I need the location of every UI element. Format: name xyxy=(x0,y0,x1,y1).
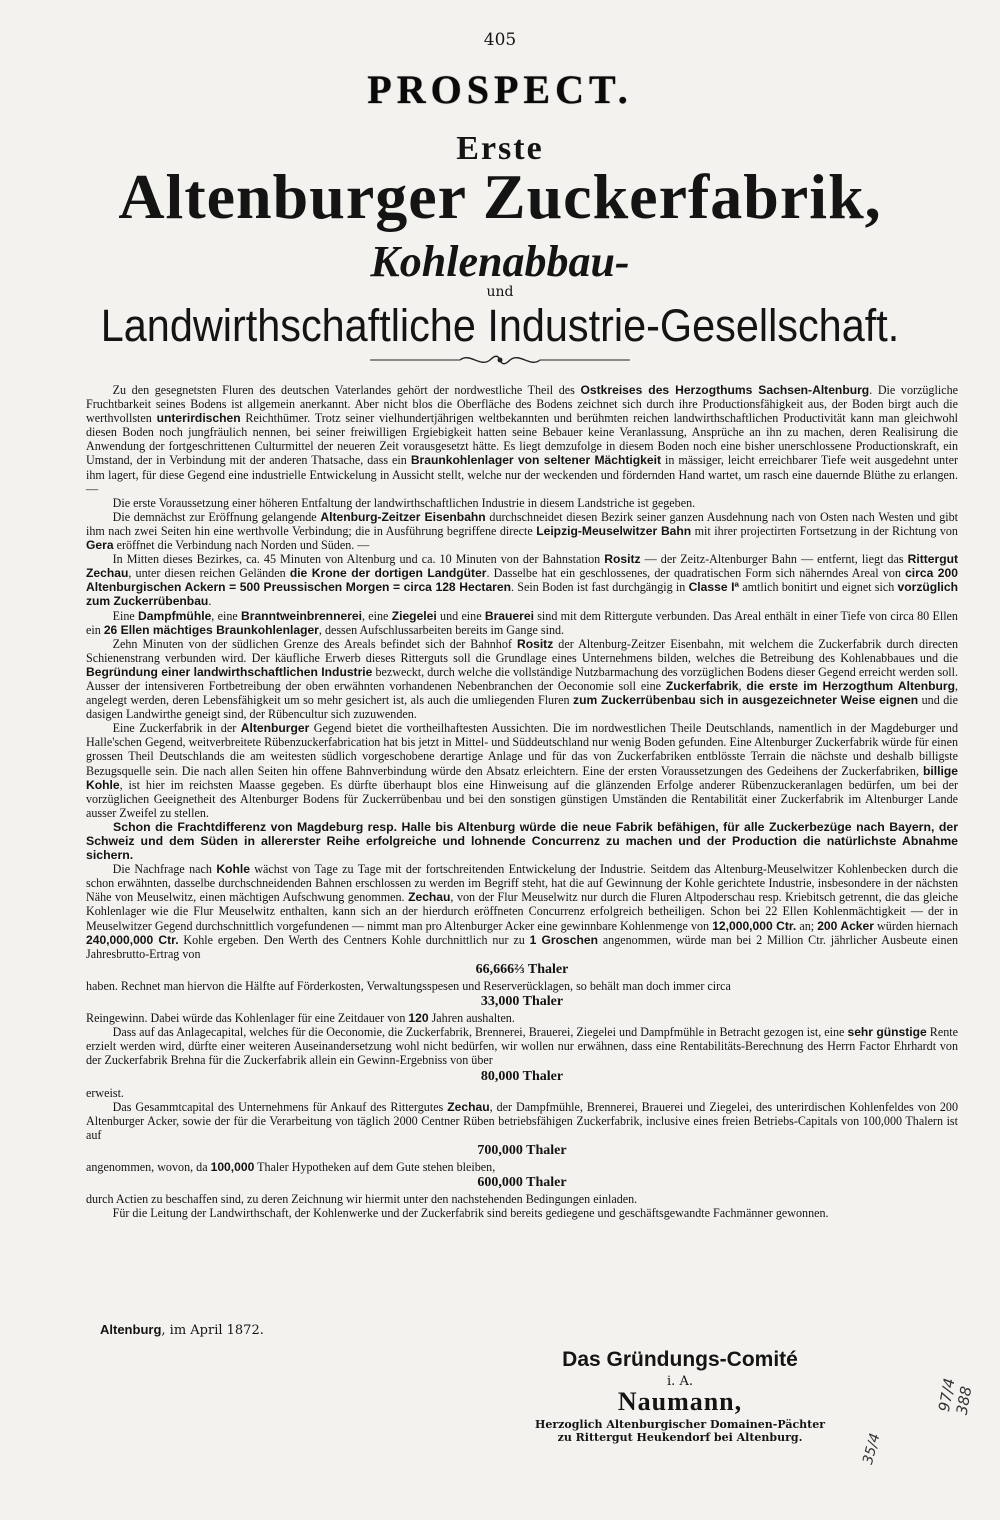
signatory-location: zu Rittergut Heukendorf bei Altenburg. xyxy=(557,1431,803,1444)
company-subtitle: Kohlenabbau- xyxy=(370,237,630,286)
paragraph: Dass auf das Anlagecapital, welches für die Oeconomie, die Zuckerfabrik, Brennerei, Brauerei, Ziegelei und Dampfmühle in Betracht gezogen ist, eine sehr günstige Rente erzielt werden wird, dürfte einer weiteren Auseinandersetzung wohl nicht bedürfen, wir wollen nur erwähnen, dass eine Rentabilitäts-Berechnung des Herrn Factor Ehrhardt von der Zuckerfabrik Brehna für die Zuckerfabrik allein ein Gewinn-Ergebniss von über xyxy=(86,1025,959,1068)
signature-block xyxy=(530,1348,830,1444)
signoff-city: Altenburg xyxy=(100,1322,162,1337)
place-date-line xyxy=(100,1322,264,1338)
signatory-title: Herzoglich Altenburgischer Domainen-Pächter xyxy=(534,1418,826,1431)
amount-line: 700,000 Thaler xyxy=(477,1142,567,1158)
paragraph: In Mitten dieses Bezirkes, ca. 45 Minuten von Altenburg und ca. 10 Minuten von der Bahnstation Rositz — der Zeitz-Altenburger Bahn — entfernt, liegt das Rittergut Zechau, unter diesen reichen Geländen die Krone der dortigen Landgüter. Dasselbe hat ein geschlossenes, der quadratischen Form sich näherndes Areal von circa 200 Altenburgischen Ackern = 500 Preussischen Morgen = circa 128 Hectaren. Sein Boden ist fast durchgängig in Classe Iª amtlich bonitirt und eignet sich vorzüglich zum Zuckerrübenbau. xyxy=(86,552,958,609)
amount-line: 33,000 Thaler xyxy=(480,994,564,1010)
paragraph: angenommen, wovon, da 100,000 Thaler Hypotheken auf dem Gute stehen bleiben, xyxy=(86,1160,496,1175)
paragraph: Zu den gesegnetsten Fluren des deutschen Vaterlandes gehört der nordwestliche Theil des Ostkreises des Herzogthums Sachsen-Altenburg. Die vorzügliche Fruchtbarkeit seines Bodens ist allgemein anerkannt. Aber nicht blos die Oberfläche des Bodens zeichnet sich durch ihre Productionsfähigkeit aus, der Boden birgt auch die werthvollsten unterirdischen Reichthümer. Trotz seiner vielhundertjährigen weltbekannten und berühmten reichen landwirthschaftlichen Productivität kann man gleichwohl diesen Boden noch jungfräulich nennen, bei seiner freiwilligen Ergiebigkeit hatten seine Bebauer keine Veranlassung, Ansprüche an ihn zu machen, deren Realisirung die Anwendung der fortgeschrittenen Culturmittel der neueren Zeit vorausgesetzt hätte. Es liegt demzufolge in diesem Boden noch eine bisher unerschlossene Productionskraft, ein Umstand, der in Verbindung mit der anderen Thatsache, dass ein Braunkohlenlager von seltener Mächtigkeit in mässiger, leicht erreichbarer Tiefe weit ausgedehnt unter ihm lagert, für diese Gegend eine industrielle Entwickelung in Aussicht stellt, welche nur der weckenden und fördernden Hand wartet, um rasch eine dauernde Blüthe zu erlangen. — xyxy=(86,383,959,496)
amount-line: 80,000 Thaler xyxy=(480,1068,564,1084)
committee-name: Das Gründungs-Comité xyxy=(562,1348,798,1371)
paragraph: Die demnächst zur Eröffnung gelangende Altenburg-Zeitzer Eisenbahn durchschneidet diesen Bezirk seiner ganzen Ausdehnung nach von Osten nach Westen und gibt ihm nach zwei Seiten hin eine werthvolle Verbindung; die in Ausführung begriffene directe Leipzig-Meuselwitzer Bahn mit ihrer projectirten Fortsetzung in der Richtung von Gera eröffnet die Verbindung nach Norden und Süden. — xyxy=(86,509,959,553)
paragraph: durch Actien zu beschaffen sind, zu deren Zeichnung wir hiermit unter den nachstehenden Bedingungen einladen. xyxy=(86,1192,638,1207)
on-behalf-note: i. A. xyxy=(667,1374,693,1389)
paragraph: Für die Leitung der Landwirthschaft, der Kohlenwerke und der Zuckerfabrik sind bereits gediegene und geschäftsgewandte Fachmänner gewonnen. xyxy=(112,1206,829,1221)
paragraph: erweist. xyxy=(86,1085,124,1100)
paragraph: Zehn Minuten von der südlichen Grenze des Areals befindet sich der Bahnhof Rositz der Altenburg-Zeitzer Eisenbahn, mit welchem die Zuckerfabrik durch directen Schienenstrang verbunden wird. Der käufliche Erwerb dieses Ritterguts soll die Grundlage eines Unternehmens bilden, welches die Betreibung des Kohlenabbaues und die Begründung einer landwirthschaftlichen Industrie bezweckt, durch welche die vollständige Nutzbarmachung des vorzüglichen Bodens dieser Gegend erreicht werden soll. Ausser der intensiveren Fortbetreibung der oben erwähnten vorhandenen Nebenbranchen der Oeconomie soll eine Zuckerfabrik, die erste im Herzogthum Altenburg, angelegt werden, deren Lebensfähigkeit um so mehr gesichert ist, als auch die umliegenden Fluren zum Zuckerrübenbau sich in ausgezeichneter Weise eignen und die dasigen Landwirthe geneigt sind, der Rübencultur sich zuzuwenden. xyxy=(86,636,959,722)
company-title: Altenburger Zuckerfabrik, xyxy=(118,161,882,232)
amount-line: 66,666⅔ Thaler xyxy=(475,961,569,977)
und-connector: und xyxy=(486,284,514,300)
page-number: 405 xyxy=(483,30,517,50)
ornament-divider xyxy=(370,350,630,370)
signatory-name: Naumann, xyxy=(617,1387,743,1416)
paragraph-emphasis: Schon die Frachtdifferenz von Magdeburg resp. Halle bis Altenburg würde die neue Fabrik befähigen, für alle Zuckerbezüge nach Bayern, der Schweiz und dem Süden in allererster Reihe erfolgreiche und lohnende Concurrenz zu machen und der Production die natürlichste Abnahme sichern. xyxy=(86,819,958,863)
erste-heading: Erste xyxy=(456,130,544,167)
amount-line: 600,000 Thaler xyxy=(477,1175,567,1191)
company-title-continued: Landwirthschaftliche Industrie-Gesellschaft. xyxy=(100,300,900,351)
paragraph: Die erste Voraussetzung einer höheren Entfaltung der landwirthschaftlichen Industrie in diesem Landstriche ist gegeben. xyxy=(112,495,696,510)
paragraph: haben. Rechnet man hiervon die Hälfte auf Förderkosten, Verwaltungsspesen und Reserverücklagen, so behält man doch immer circa xyxy=(86,978,731,993)
paragraph: Eine Zuckerfabrik in der Altenburger Gegend bietet die vortheilhaftesten Aussichten. Die im nordwestlichen Theile Deutschlands, namentlich in der Magdeburger und Halle'schen Gegend, weitverbreitete Rübenzuckerfabrication hat bis jetzt in Mittel- und Süddeutschland nur wenig Boden gefunden. Eine Altenburger Zuckerfabrik würde für einen grossen Theil Deutschlands die am weitesten südlich vorgeschobene derartige Anlage und für das von Zuckerfabriken entblösste Terrain die nächste und deshalb billigste Bezugsquelle sein. Die nach allen Seiten hin offene Bahnverbindung würde den Absatz erleichtern. Eine der ersten Voraussetzungen des Gedeihens der Zuckerfabriken, billige Kohle, ist hier im reichsten Maasse gegeben. Es dürfte überhaupt blos eine Hinweisung auf die glänzenden Erfolge anderer Rübenzuckeranlagen bedürfen, um bei der vorzüglichen Geeignetheit des Altenburger Bodens für Zuckerrübenbau und bei den sonstigen günstigen Umständen die Rentabilität einer Zuckerfabrik im Altenburger Lande ausser Zweifel zu stellen. xyxy=(86,721,959,820)
paragraph: Die Nachfrage nach Kohle wächst von Tage zu Tage mit der fortschreitenden Entwickelung der Industrie. Seitdem das Altenburg-Meuselwitzer Kohlenbecken durch die schon erwähnten, dasselbe durchschneidenden Bahnen erschlossen zu werden im Begriff steht, hat die auf Gewinnung der Kohle gerichtete Industrie, insbesondere in der nächsten Nähe von Meuselwitz, einen mächtigen Aufschwung genommen. Zechau, von der Flur Meuselwitz nur durch die Fluren Altpoderschau resp. Kriebitsch getrennt, die das gleiche Kohlenlager wie die Flur Meuselwitz enthalten, kann sich an der hierdurch eröffneten Concurrenz erfolgreich betheiligen. Schon bei 22 Ellen Kohlenmächtigkeit — der in Meuselwitzer Gegend durchschnittlich vorgefundenen — nimmt man pro Altenburger Acker eine gewinnbare Kohlenmenge von 12,000,000 Ctr. an; 200 Acker würden hiernach 240,000,000 Ctr. Kohle ergeben. Den Werth des Centners Kohle durchnittlich nur zu 1 Groschen angenommen, würde man bei 2 Million Ctr. jährlicher Ausbeute einen Jahresbrutto-Ertrag von xyxy=(86,862,959,961)
prospect-heading: PROSPECT. xyxy=(367,67,633,112)
body-text xyxy=(86,383,958,1220)
paragraph: Reingewinn. Dabei würde das Kohlenlager für eine Zeitdauer von 120 Jahren aushalten. xyxy=(86,1011,515,1026)
signoff-date: , im April 1872. xyxy=(161,1323,264,1338)
handwritten-margin-note: 35/4 xyxy=(860,1431,884,1467)
paragraph: Das Gesammtcapital des Unternehmens für Ankauf des Rittergutes Zechau, der Dampfmühle, Brennerei, Brauerei und Ziegelei, des unterirdischen Kohlenfeldes von 200 Altenburger Acker, sowie der für die Verarbeitung von täglich 2000 Centner Rüben betriebsfähigen Zuckerfabrik, inclusive eines freien Betriebs-Capitals von 100,000 Thalern ist auf xyxy=(86,1099,958,1142)
handwritten-margin-note: 97/4 388 xyxy=(935,1376,976,1417)
paragraph: Eine Dampfmühle, eine Branntweinbrennerei, eine Ziegelei und eine Brauerei sind mit dem Rittergute verbunden. Das Areal enthält in einer Tiefe von circa 80 Ellen ein 26 Ellen mächtiges Braunkohlenlager, dessen Aufschlussarbeiten bereits im Gange sind. xyxy=(86,608,958,637)
